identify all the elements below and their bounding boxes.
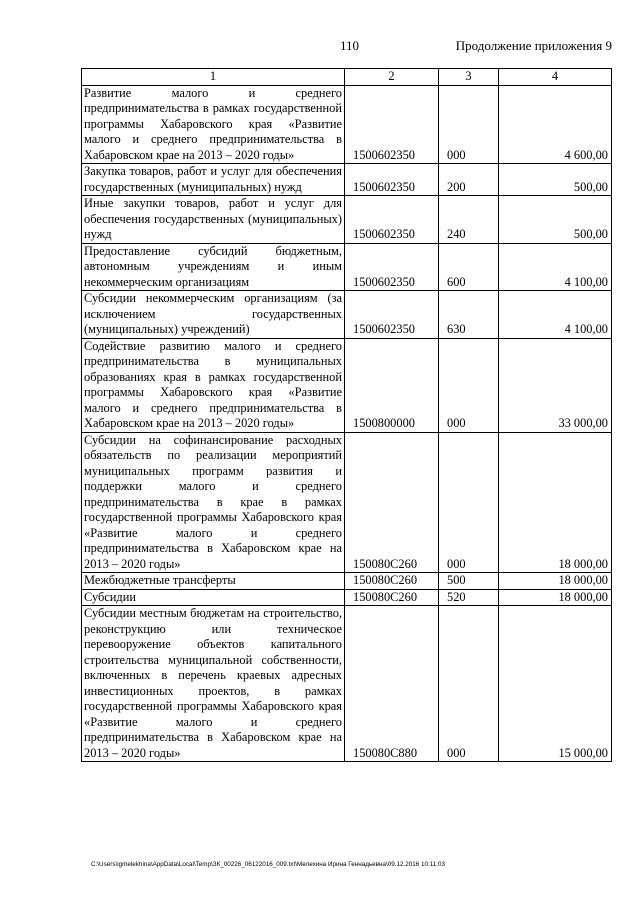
table-row: [82, 196, 612, 244]
page-header: [0, 38, 640, 54]
row-name: Межбюджетные трансферты: [82, 573, 345, 590]
column-header-3: 3: [439, 69, 499, 86]
row-name: Субсидии: [82, 589, 345, 606]
row-amount: 4 600,00: [499, 85, 612, 164]
table-row: [82, 573, 612, 590]
table-row: [82, 291, 612, 339]
row-target-code: 150080С880: [345, 606, 439, 762]
row-target-code: 1500602350: [345, 243, 439, 291]
row-expense-type: 000: [439, 432, 499, 573]
row-expense-type: 000: [439, 606, 499, 762]
row-target-code: 1500602350: [345, 164, 439, 196]
row-expense-type: 500: [439, 573, 499, 590]
row-amount: 15 000,00: [499, 606, 612, 762]
row-name: Субсидии на софинансирование расходных обязательств по реализации мероприятий муниципальных программ развития и поддержки малого и среднего предпринимательства в крае в рамках государственной программы Хабаровского края «Развитие малого и среднего предпринимательства в Хабаровском крае на 2013 – 2020 годы»: [82, 432, 345, 573]
budget-table: [81, 68, 612, 762]
row-name: Содействие развитию малого и среднего предпринимательства в муниципальных образованиях края в рамках государственной программы Хабаровского края «Развитие малого и среднего предпринимательства в Хабаровском крае на 2013 – 2020 годы»: [82, 338, 345, 432]
row-amount: 500,00: [499, 196, 612, 244]
row-name: Закупка товаров, работ и услуг для обеспечения государственных (муниципальных) нужд: [82, 164, 345, 196]
table-row: [82, 243, 612, 291]
footer-file-path: C:\Users\igmelekhina\AppData\Local\Temp\ЗК_00226_06122016_009.txt\Мелехина Ирина Геннадьевна\09.12.2016 10:11:03: [91, 861, 446, 868]
row-target-code: 1500800000: [345, 338, 439, 432]
row-target-code: 150080С260: [345, 589, 439, 606]
row-amount: 4 100,00: [499, 243, 612, 291]
row-name: Субсидии местным бюджетам на строительство, реконструкцию или техническое перевооружение объектов капитального строительства муниципальной собственности, включенных в перечень краевых адресных инвестиционных проектов, в рамках государственной программы Хабаровского края «Развитие малого и среднего предпринимательства в Хабаровском крае на 2013 – 2020 годы»: [82, 606, 345, 762]
row-amount: 4 100,00: [499, 291, 612, 339]
row-target-code: 1500602350: [345, 85, 439, 164]
row-amount: 33 000,00: [499, 338, 612, 432]
row-expense-type: 240: [439, 196, 499, 244]
row-target-code: 1500602350: [345, 196, 439, 244]
row-target-code: 150080С260: [345, 573, 439, 590]
row-amount: 18 000,00: [499, 589, 612, 606]
column-header-row: [82, 69, 612, 86]
table-row: [82, 606, 612, 762]
row-name: Развитие малого и среднего предпринимательства в рамках государственной программы Хабаровского края «Развитие малого и среднего предпринимательства в Хабаровском крае на 2013 – 2020 годы»: [82, 85, 345, 164]
continuation-title: Продолжение приложения 9: [455, 38, 612, 53]
row-expense-type: 000: [439, 85, 499, 164]
column-header-4: 4: [499, 69, 612, 86]
table-row: [82, 338, 612, 432]
table-row: [82, 164, 612, 196]
table-row: [82, 589, 612, 606]
row-target-code: 150080С260: [345, 432, 439, 573]
table-row: [82, 432, 612, 573]
column-header-2: 2: [345, 69, 439, 86]
page-number: 110: [340, 38, 360, 53]
row-expense-type: 000: [439, 338, 499, 432]
row-expense-type: 200: [439, 164, 499, 196]
row-amount: 500,00: [499, 164, 612, 196]
row-target-code: 1500602350: [345, 291, 439, 339]
row-name: Иные закупки товаров, работ и услуг для обеспечения государственных (муниципальных) нужд: [82, 196, 345, 244]
row-expense-type: 520: [439, 589, 499, 606]
row-expense-type: 630: [439, 291, 499, 339]
table-row: [82, 85, 612, 164]
row-amount: 18 000,00: [499, 432, 612, 573]
column-header-1: 1: [82, 69, 345, 86]
row-name: Субсидии некоммерческим организациям (за исключением государственных (муниципальных) учреждений): [82, 291, 345, 339]
row-expense-type: 600: [439, 243, 499, 291]
row-amount: 18 000,00: [499, 573, 612, 590]
row-name: Предоставление субсидий бюджетным, автономным учреждениям и иным некоммерческим организациям: [82, 243, 345, 291]
